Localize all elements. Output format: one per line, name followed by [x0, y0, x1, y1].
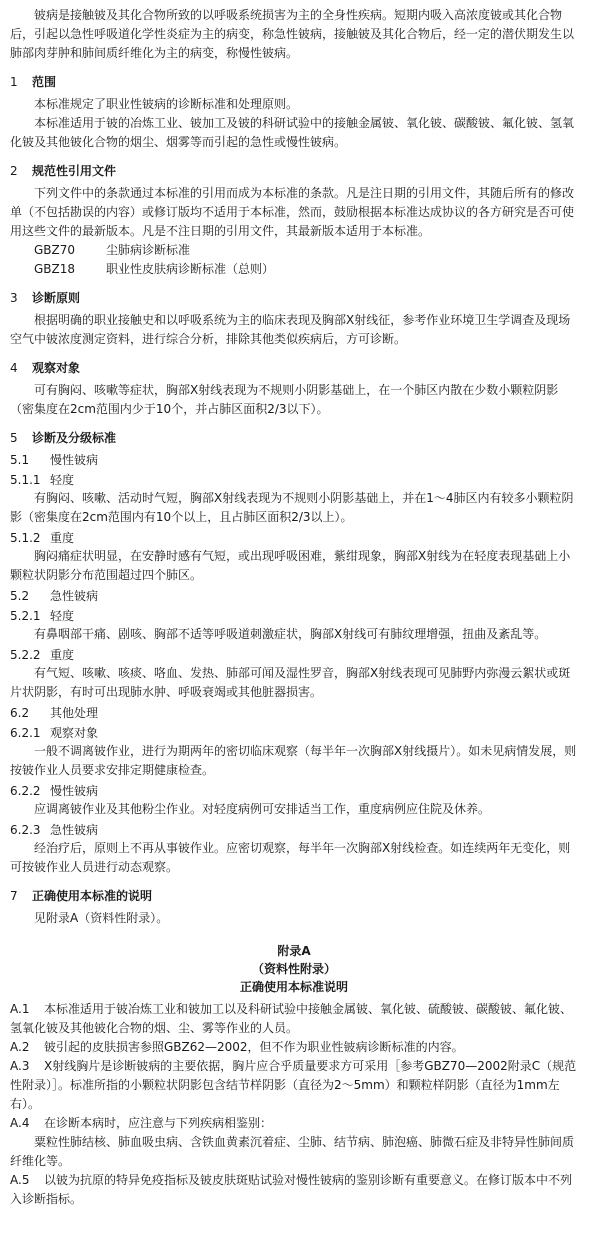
appendix-item-text: 以铍为抗原的特异免疫指标及铍皮肤斑贴试验对慢性铍病的鉴别诊断有重要意义。在修订版本中不列入诊断指标。: [10, 1173, 573, 1206]
subsection-number: 5.1: [10, 453, 30, 467]
section-3-heading: [10, 289, 578, 307]
subsection-6-2-1-heading: [10, 724, 578, 742]
appendix-type: （资料性附录）: [251, 962, 336, 976]
subsection-title: 重度: [50, 531, 75, 545]
subsection-title: 轻度: [50, 609, 75, 623]
reference-name: 职业性皮肤病诊断标准（总则）: [106, 262, 275, 276]
subsection-5-1-1-heading: [10, 471, 578, 489]
subsection-5-1-heading: [10, 451, 578, 469]
subsection-5-1-2-paragraph: 胸闷痛症状明显，在安静时感有气短，或出现呼吸困难，紫绀现象，胸部X射线为在轻度表现基础上小颗粒状阴影分布范围超过四个肺区。: [10, 549, 571, 582]
section-title: 诊断原则: [32, 291, 81, 305]
appendix-item-number: A.1: [10, 1002, 30, 1016]
section-number: 5: [10, 431, 18, 445]
subsection-5-2-1-paragraph: 有鼻咽部干痛、剧咳、胸部不适等呼吸道刺激症状，胸部X射线可有肺纹理增强，扭曲及紊乱等。: [34, 627, 547, 641]
subsection-title: 观察对象: [50, 726, 99, 740]
subsection-5-2-1-heading: [10, 607, 578, 625]
section-7-paragraph-1: 见附录A（资料性附录）。: [34, 911, 169, 925]
section-title: 范围: [32, 75, 57, 89]
subsection-number: 5.1.1: [10, 473, 41, 487]
intro-paragraph: 铍病是接触铍及其化合物所致的以呼吸系统损害为主的全身性疾病。短期内吸入高浓度铍或其化合物后，引起以急性呼吸道化学性炎症为主的病变，称急性铍病，接触铍及其化合物后，经一定的潜伏期发生以肺部肉芽肿和肺间质纤维化为主的病变，称慢性铍病。: [10, 8, 575, 60]
subsection-5-1-2-heading: [10, 529, 578, 547]
appendix-item: [10, 1038, 578, 1057]
subsection-title: 急性铍病: [50, 589, 99, 603]
section-5-heading: [10, 429, 578, 447]
reference-row: [10, 260, 578, 279]
subsection-title: 慢性铍病: [50, 453, 99, 467]
subsection-5-2-2-heading: [10, 646, 578, 664]
subsection-title: 重度: [50, 648, 75, 662]
section-1-paragraph-1: 本标准规定了职业性铍病的诊断标准和处理原则。: [34, 97, 299, 111]
section-1-heading: [10, 73, 578, 91]
section-7-heading: [10, 887, 578, 905]
subsection-5-2-2-paragraph: 有气短、咳嗽、咳痰、咯血、发热、肺部可闻及湿性罗音，胸部X射线表现可见肺野内弥漫云絮状或斑片状阴影，有时可出现肺水肿、呼吸衰竭或其他脏器损害。: [10, 666, 571, 699]
appendix-title: 正确使用本标准说明: [239, 980, 348, 994]
subsection-title: 轻度: [50, 473, 75, 487]
subsection-6-2-1-paragraph: 一般不调离铍作业，进行为期两年的密切临床观察（每半年一次胸部X射线摄片）。如未见病情发展，则按铍作业人员要求安排定期健康检查。: [10, 744, 577, 777]
reference-code: GBZ70: [34, 243, 76, 257]
subsection-6-2-2-paragraph: 应调离铍作业及其他粉尘作业。对轻度病例可安排适当工作，重度病例应住院及休养。: [34, 802, 491, 816]
subsection-number: 6.2.1: [10, 726, 41, 740]
appendix-item-number: A.5: [10, 1173, 30, 1187]
subsection-number: 6.2.3: [10, 823, 41, 837]
section-title: 规范性引用文件: [32, 164, 117, 178]
subsection-number: 5.2.1: [10, 609, 41, 623]
subsection-6-2-2-heading: [10, 782, 578, 800]
section-4-paragraph-1: 可有胸闷、咳嗽等症状，胸部X射线表现为不规则小阴影基础上，在一个肺区内散在少数小颗粒阴影（密集度在2cm范围内少于10个，并占肺区面积2/3以下）。: [10, 383, 559, 416]
section-1-paragraph-2: 本标准适用于铍的冶炼工业、铍加工及铍的科研试验中的接触金属铍、氧化铍、碳酸铍、氟化铍、氢氧化铍及其他铍化合物的烟尘、烟雾等而引起的急性或慢性铍病。: [10, 116, 575, 149]
appendix-item-text: 铍引起的皮肤损害参照GBZ62—2002，但不作为职业性铍病诊断标准的内容。: [44, 1040, 464, 1054]
subsection-5-2-heading: [10, 587, 578, 605]
subsection-6-2-3-paragraph: 经治疗后，原则上不再从事铍作业。应密切观察，每半年一次胸部X射线检查。如连续两年无变化，则可按铍作业人员进行动态观察。: [10, 841, 571, 874]
section-number: 7: [10, 889, 18, 903]
section-2-paragraph-1: 下列文件中的条款通过本标准的引用而成为本标准的条款。凡是注日期的引用文件，其随后所有的修改单（不包括勘误的内容）或修订版均不适用于本标准，然而，鼓励根据本标准达成协议的各方研究是否可使用这些文件的最新版本。凡是不注日期的引用文件，其最新版本适用于本标准。: [10, 186, 575, 238]
appendix-item-number: A.3: [10, 1059, 30, 1073]
appendix-item: [10, 1114, 578, 1133]
section-number: 2: [10, 164, 18, 178]
appendix-item: [10, 1171, 578, 1209]
section-title: 正确使用本标准的说明: [32, 889, 153, 903]
appendix-label: 附录A: [277, 944, 311, 958]
subsection-title: 慢性铍病: [50, 784, 99, 798]
section-2-heading: [10, 162, 578, 180]
subsection-number: 5.1.2: [10, 531, 41, 545]
appendix-item-continuation: 粟粒性肺结核、肺血吸虫病、含铁血黄素沉着症、尘肺、结节病、肺泡癌、肺微石症及非特异性肺间质纤维化等。: [10, 1135, 575, 1168]
reference-code: GBZ18: [34, 262, 76, 276]
subsection-number: 5.2: [10, 589, 30, 603]
subsection-title: 其他处理: [50, 706, 99, 720]
section-number: 3: [10, 291, 18, 305]
reference-row: [10, 241, 578, 260]
subsection-number: 6.2.2: [10, 784, 41, 798]
section-4-heading: [10, 359, 578, 377]
section-3-paragraph-1: 根据明确的职业接触史和以呼吸系统为主的临床表现及胸部X射线征，参考作业环境卫生学调查及现场空气中铍浓度测定资料，进行综合分析，排除其他类似疾病后，方可诊断。: [10, 313, 571, 346]
appendix-item: [10, 1057, 578, 1114]
subsection-5-1-1-paragraph: 有胸闷、咳嗽、活动时气短，胸部X射线表现为不规则小阴影基础上，并在1～4肺区内有较多小颗粒阴影（密集度在2cm范围内有10个以上，且占肺区面积2/3以上）。: [10, 491, 574, 524]
subsection-number: 5.2.2: [10, 648, 41, 662]
appendix-item: [10, 1000, 578, 1038]
appendix-item-number: A.4: [10, 1116, 30, 1130]
appendix-item-text: 在诊断本病时，应注意与下列疾病相鉴别：: [44, 1116, 273, 1130]
appendix-item-number: A.2: [10, 1040, 30, 1054]
section-title: 诊断及分级标准: [32, 431, 117, 445]
subsection-title: 急性铍病: [50, 823, 99, 837]
section-number: 4: [10, 361, 18, 375]
appendix-item-text: 本标准适用于铍冶炼工业和铍加工以及科研试验中接触金属铍、氧化铍、硫酸铍、碳酸铍、氟化铍、氢氧化铍及其他铍化合物的烟、尘、雾等作业的人员。: [10, 1002, 573, 1035]
section-number: 1: [10, 75, 18, 89]
section-title: 观察对象: [32, 361, 81, 375]
subsection-number: 6.2: [10, 706, 30, 720]
subsection-6-2-heading: [10, 704, 578, 722]
subsection-6-2-3-heading: [10, 821, 578, 839]
reference-name: 尘肺病诊断标准: [106, 243, 191, 257]
appendix-item-text: X射线胸片是诊断铍病的主要依据，胸片应合乎质量要求方可采用［参考GBZ70—2002附录C（规范性附录）］。标准所指的小颗粒状阴影包含结节样阴影（直径为2～5mm）和颗粒样阴影（直径为1mm左右）。: [10, 1059, 577, 1111]
